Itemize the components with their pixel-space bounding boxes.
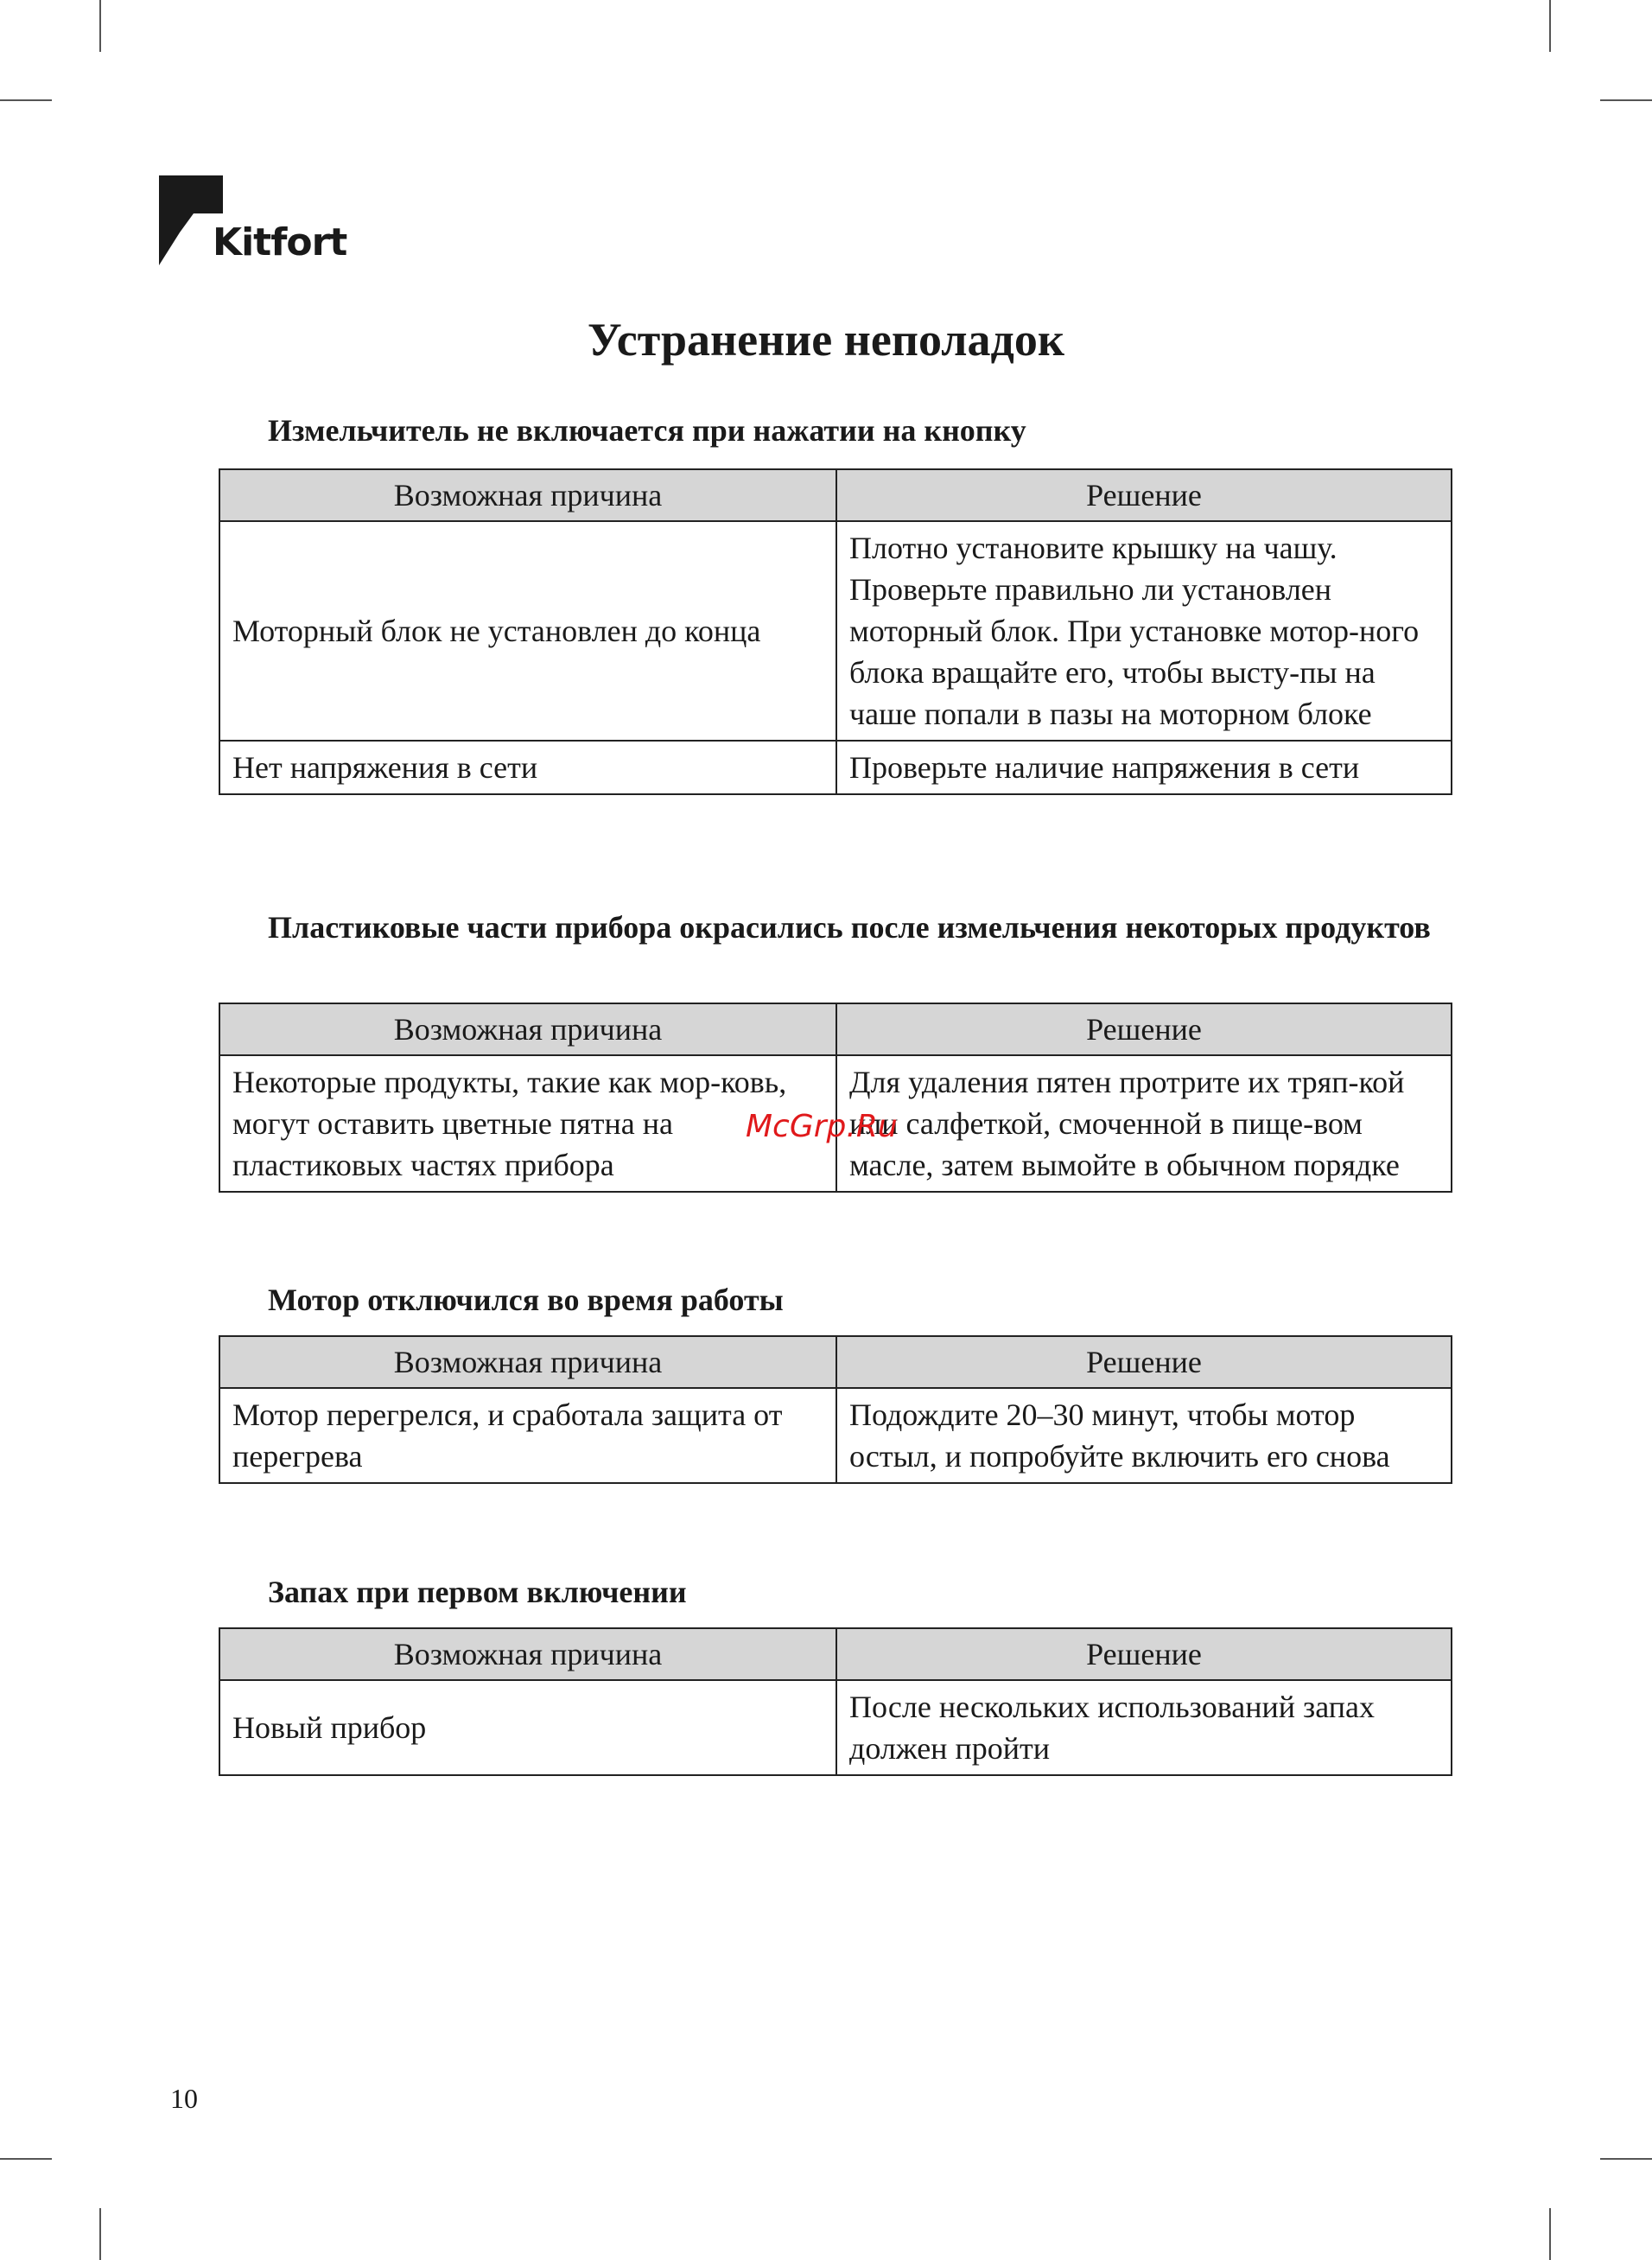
header-cause: Возможная причина [219, 469, 836, 521]
cause-cell: Некоторые продукты, такие как мор-ковь, могут оставить цветные пятна на пластиковых частях прибора [219, 1055, 836, 1192]
table-header-row [219, 1003, 1452, 1055]
table-header-row [219, 1628, 1452, 1680]
crop-mark [1549, 2208, 1551, 2260]
table-row [219, 1680, 1452, 1775]
cause-cell: Нет напряжения в сети [219, 741, 836, 794]
section-title: Измельчитель не включается при нажатии на кнопку [268, 413, 1026, 448]
solution-cell: Подождите 20–30 минут, чтобы мотор остыл, и попробуйте включить его снова [836, 1388, 1452, 1483]
cause-cell: Моторный блок не установлен до конца [219, 521, 836, 741]
section-title: Запах при первом включении [268, 1575, 687, 1609]
cause-cell: Мотор перегрелся, и сработала защита от перегрева [219, 1388, 836, 1483]
section-title: Пластиковые части прибора окрасились после измельчения некоторых продуктов [268, 910, 1431, 945]
troubleshooting-table [219, 1335, 1452, 1484]
crop-mark [99, 0, 101, 52]
header-solution: Решение [836, 1003, 1452, 1055]
crop-mark [0, 2158, 52, 2160]
brand-name: Kitfort [213, 220, 347, 264]
table-header-row [219, 469, 1452, 521]
crop-mark [99, 2208, 101, 2260]
section-title: Мотор отключился во время работы [268, 1283, 784, 1317]
table-row [219, 1388, 1452, 1483]
troubleshooting-table [219, 1627, 1452, 1776]
header-solution: Решение [836, 1628, 1452, 1680]
cause-cell: Новый прибор [219, 1680, 836, 1775]
table-header-row [219, 1336, 1452, 1388]
troubleshooting-table [219, 468, 1452, 795]
header-cause: Возможная причина [219, 1336, 836, 1388]
watermark: McGrp.Ru [746, 1109, 898, 1144]
header-cause: Возможная причина [219, 1628, 836, 1680]
crop-mark [1600, 2158, 1652, 2160]
header-solution: Решение [836, 469, 1452, 521]
solution-cell: Проверьте наличие напряжения в сети [836, 741, 1452, 794]
header-cause: Возможная причина [219, 1003, 836, 1055]
page-title: Устранение неполадок [588, 314, 1064, 366]
table-row [219, 741, 1452, 794]
solution-cell: Плотно установите крышку на чашу. Проверьте правильно ли установлен моторный блок. При установке мотор-ного блока вращайте его, чтобы высту-пы на чаше попали в пазы на моторном блоке [836, 521, 1452, 741]
solution-cell: Для удаления пятен протрите их тряп-кой или салфеткой, смоченной в пище-вом масле, затем вымойте в обычном порядке [836, 1055, 1452, 1192]
crop-mark [0, 99, 52, 101]
table-row [219, 521, 1452, 741]
troubleshooting-table [219, 1003, 1452, 1193]
solution-cell: После нескольких использований запах должен пройти [836, 1680, 1452, 1775]
crop-mark [1549, 0, 1551, 52]
header-solution: Решение [836, 1336, 1452, 1388]
kitfort-logo [157, 175, 347, 271]
crop-mark [1600, 99, 1652, 101]
page-number: 10 [170, 2083, 198, 2114]
